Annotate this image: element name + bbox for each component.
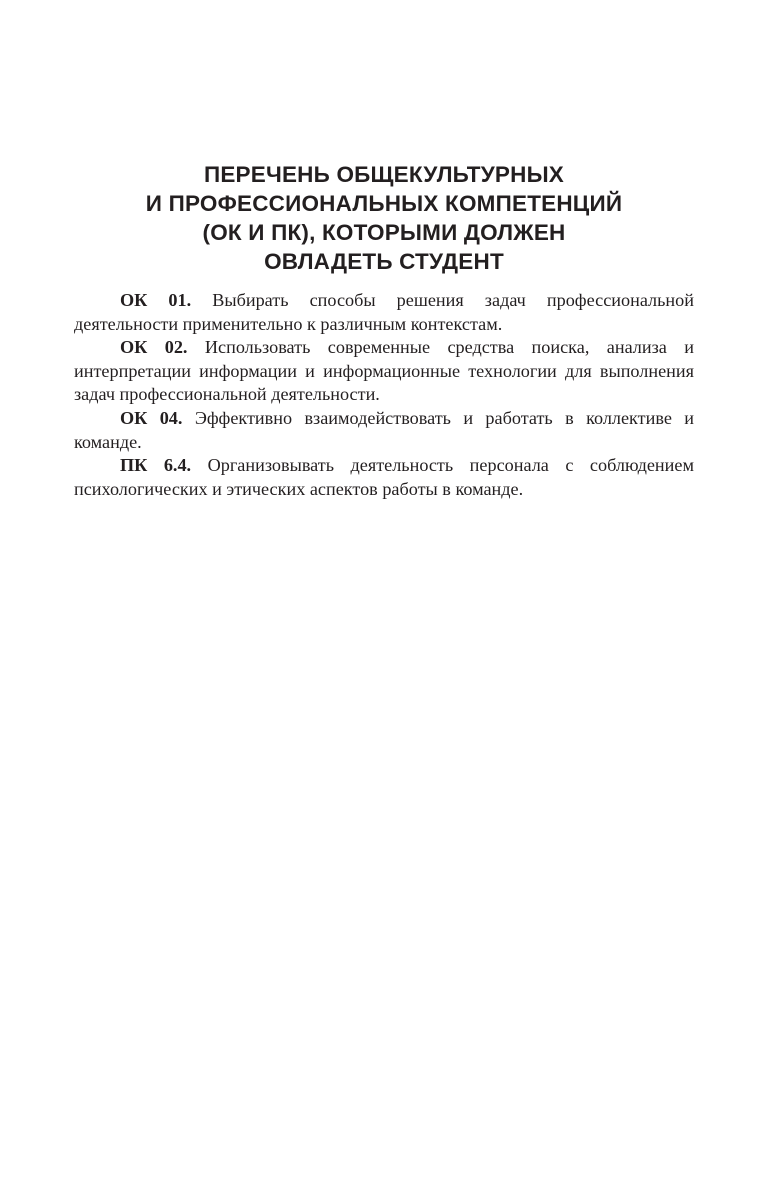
competency-text: Использовать современные средства поиска, анализа и интерпретации информации и информационные технологии для выполнения задач профессиональной деятельности. <box>74 337 694 405</box>
title-line-2: И ПРОФЕССИОНАЛЬНЫХ КОМПЕТЕНЦИЙ <box>145 191 623 216</box>
competency-ok-01 <box>74 289 694 336</box>
competency-text: Организовывать деятельность персонала с соблюдением психологических и этических аспектов работы в команде. <box>74 455 694 499</box>
title-line-1: ПЕРЕЧЕНЬ ОБЩЕКУЛЬТУРНЫХ <box>203 162 565 187</box>
competency-code: ОК 04. <box>120 407 183 428</box>
title-line-3: (ОК И ПК), КОТОРЫМИ ДОЛЖЕН <box>202 220 566 245</box>
competency-ok-02 <box>74 336 694 407</box>
document-page <box>74 160 694 501</box>
competency-text: Выбирать способы решения задач профессиональной деятельности применительно к различным контекстам. <box>74 290 694 334</box>
competency-list <box>74 289 694 501</box>
competency-ok-04 <box>74 407 694 454</box>
competency-code: ОК 01. <box>120 290 192 310</box>
competency-code: ОК 02. <box>120 337 188 358</box>
competency-pk-6-4 <box>74 454 694 501</box>
title-line-4: ОВЛАДЕТЬ СТУДЕНТ <box>264 249 504 274</box>
competency-text: Эффективно взаимодействовать и работать в коллективе и команде. <box>74 407 694 452</box>
competency-code: ПК 6.4. <box>120 455 192 476</box>
page-title <box>74 160 694 276</box>
